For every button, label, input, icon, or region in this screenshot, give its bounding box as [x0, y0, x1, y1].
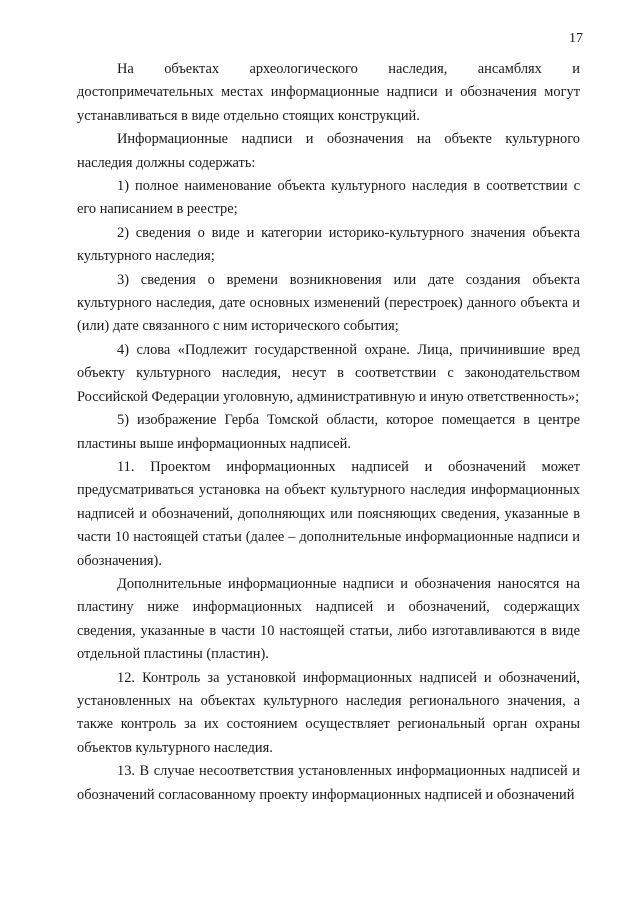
paragraph-additional-signs: Дополнительные информационные надписи и обозначения наносятся на пластину ниже информационных надписей и обозначений, содержащих сведения, указанные в части 10 настоящей статьи, либо изготавливаются в виде отдельной пластины (пластин). [77, 575, 580, 663]
paragraph-item-2: 2) сведения о виде и категории историко-культурного значения объекта культурного наследия; [77, 224, 580, 265]
paragraph-section-11: 11. Проектом информационных надписей и обозначений может предусматриваться установка на объект культурного наследия информационных надписей и обозначений, дополняющих или поясняющих сведения, указанные в части 10 настоящей статьи (далее – дополнительные информационные надписи и обозначения). [77, 458, 580, 569]
paragraph-archaeological-sites: На объектах археологического наследия, ансамблях и достопримечательных местах информационные надписи и обозначения могут устанавливаться в виде отдельно стоящих конструкций. [77, 61, 580, 124]
paragraph-item-3: 3) сведения о времени возникновения или дате создания объекта культурного наследия, дате основных изменений (перестроек) данного объекта и (или) дате связанного с ним исторического события; [77, 271, 580, 335]
paragraph-required-content: Информационные надписи и обозначения на объекте культурного наследия должны содержать: [77, 131, 580, 171]
paragraph-section-13: 13. В случае несоответствия установленных информационных надписей и обозначений согласованному проекту информационных надписей и обозначений [77, 763, 580, 803]
paragraph-section-12: 12. Контроль за установкой информационных надписей и обозначений, установленных на объектах культурного наследия регионального значения, а также контроль за их состоянием осуществляет региональный орган охраны объектов культурного наследия. [77, 669, 580, 756]
paragraph-item-5: 5) изображение Герба Томской области, которое помещается в центре пластины выше информационных надписей. [77, 412, 580, 452]
paragraph-item-4: 4) слова «Подлежит государственной охране. Лица, причинившие вред объекту культурного наследия, несут в соответствии с законодательством Российской Федерации уголовную, административную и иную ответственность»; [77, 341, 580, 405]
page-number: 17 [569, 31, 583, 46]
document-body [77, 58, 580, 807]
paragraph-item-1: 1) полное наименование объекта культурного наследия в соответствии с его написанием в реестре; [77, 178, 580, 218]
